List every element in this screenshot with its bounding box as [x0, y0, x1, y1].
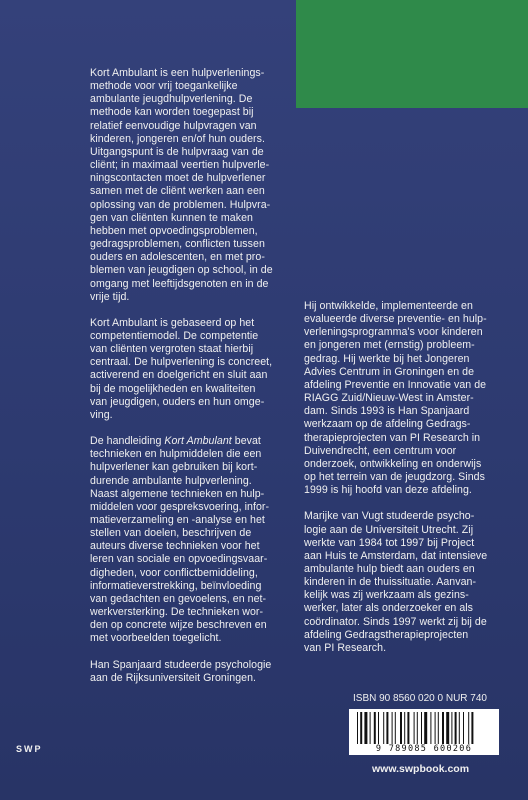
barcode-bar [378, 712, 379, 744]
barcode-bar [424, 712, 427, 744]
barcode-bar [392, 712, 393, 744]
manual-paragraph-rest: bevat technieken en hulpmiddelen die een hulpverlener kan gebruiken bij kort- durende ambulante hulpverlening. Naast algemene technieken en hulp- middelen voor gespreksvoering, infor- matieverzameling en -analyse en het stellen van doelen, beschrijven de auteurs diverse technieken voor het leren van sociale en opvoedingsvaar- digheden, voor conflictbemiddeling, informatieverstrekking, beïnvloeding van gedachten en gevoelens, en net- werkversterking. De technieken wor- den op concrete wijze beschreven en met voorbeelden toegelicht. [90, 435, 270, 645]
publisher-url[interactable]: www.swpbook.com [372, 763, 470, 775]
barcode-bar [417, 712, 418, 744]
barcode-bar [400, 712, 402, 744]
barcode-bar [383, 712, 384, 744]
manual-paragraph-prefix: De handleiding [90, 435, 165, 448]
book-title-italic: Kort Ambulant [164, 435, 232, 448]
barcode-bar [430, 712, 431, 744]
competence-paragraph: Kort Ambulant is gebaseerd op het competentiemodel. De competentie van cliënten vergroten staat hierbij centraal. De hulpverlening is concreet, activerend en doelgericht en sluit aan bij de mogelijkheden en kwaliteiten van jeugdigen, ouders en hun omge- ving. [90, 316, 273, 421]
barcode-bar [386, 712, 388, 744]
right-text-column [304, 300, 514, 668]
barcode-bar [446, 712, 449, 744]
barcode-bar [468, 712, 469, 744]
barcode-bars [355, 712, 493, 744]
barcode-bar [414, 712, 415, 744]
barcode-digits: 9 789085 600206 [375, 744, 473, 754]
barcode-bar [374, 712, 376, 744]
isbn-line: ISBN 90 8560 020 0 NUR 740 [353, 693, 487, 704]
left-text-column [90, 67, 295, 698]
barcode-bar [459, 712, 460, 744]
barcode-bar [421, 712, 422, 744]
green-accent-block [296, 0, 528, 108]
author-bio-spanjaard: Hij ontwikkelde, implementeerde en evalueerde diverse preventie- en hulp- verleningsprogramma's voor kinderen en jongeren met (ernstig) probleem- gedrag. Hij werkte bij het Jongeren Advies Centrum in Groningen en de afdeling Preventie en Innovatie van de RIAGG Zuid/Nieuw-West in Amster- dam. Sinds 1993 is Han Spanjaard werkzaam op de afdeling Gedrags- therapieprojecten van PI Research in Duivendrecht, een centrum voor onderzoek, ontwikkeling en onderwijs op het terrein van de jeugdzorg. Sinds 1999 is hij hoofd van deze afdeling. [304, 300, 487, 497]
barcode-bar [404, 712, 405, 744]
barcode-bar [455, 712, 457, 744]
barcode-bar [357, 712, 358, 744]
author-bio-start: Han Spanjaard studeerde psychologie aan de Rijksuniversiteit Groningen. [90, 658, 272, 684]
barcode-bar [438, 712, 439, 744]
barcode-bar [395, 712, 396, 744]
intro-paragraph: Kort Ambulant is een hulpverlenings- methode voor vrij toegankelijke ambulante jeugdhulpverlening. De methode kan worden toegepast bij relatief eenvoudige hulpvragen van kinderen, jongeren en/of hun ouders. Uitgangspunt is de hulpvraag van de cliënt; in maximaal veertien hulpverle- ningscontacten moet de hulpverlener samen met de cliënt werken aan een oplossing van de problemen. Hulpvra- gen van cliënten kunnen te maken hebben met opvoedingsproblemen, gedragsproblemen, conflicten tussen ouders en adolescenten, en met pro- blemen van jeugdigen op school, in de omgang met leeftijdsgenoten en in de vrije tijd. [90, 67, 273, 303]
publisher-logo: SWP [16, 744, 43, 754]
barcode-bar [364, 712, 367, 744]
barcode-bar [370, 712, 371, 744]
author-bio-van-vugt: Marijke van Vugt studeerde psycho- logie aan de Universiteit Utrecht. Zij werkte van 1984 tot 1997 bij Project aan Huis te Amsterdam, dat intensieve ambulante hulp biedt aan ouders en kinderen in de thuissituatie. Aanvan- kelijk was zij werkzaam als gezins- werker, later als onderzoeker en als coördinator. Sinds 1997 werkt zij bij de afdeling Gedragstherapieprojecten van PI Research. [304, 510, 488, 654]
barcode [349, 709, 499, 755]
barcode-bar [435, 712, 436, 744]
barcode-bar [360, 712, 362, 744]
manual-paragraph [90, 435, 295, 646]
barcode-bar [407, 712, 409, 744]
barcode-bar [442, 712, 444, 744]
barcode-bar [463, 712, 464, 744]
barcode-bar [471, 712, 473, 744]
barcode-bar [451, 712, 452, 744]
